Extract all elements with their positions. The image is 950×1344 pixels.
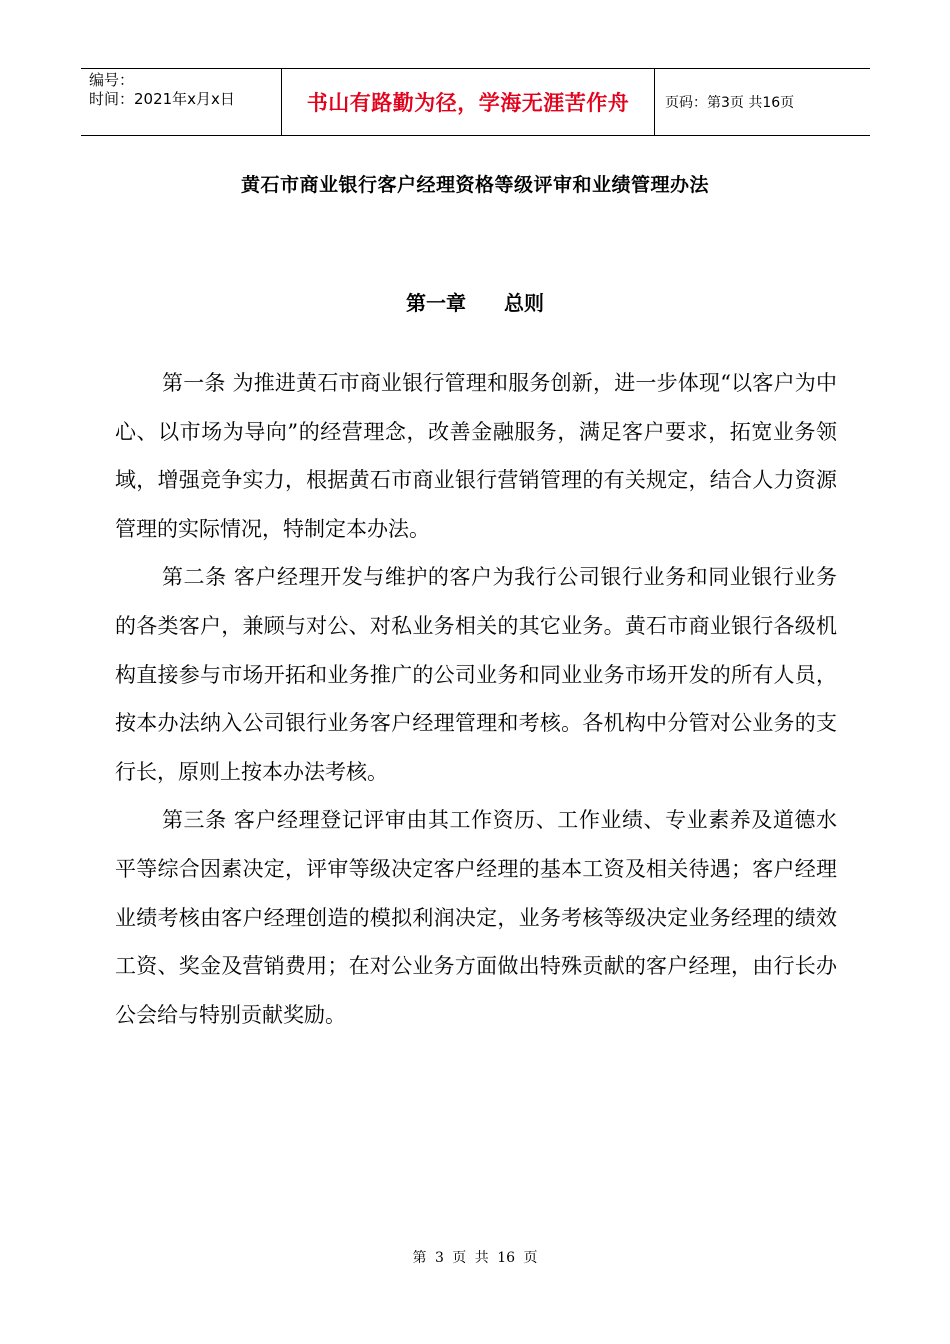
header-page-info: 页码：第3页 共16页 <box>665 95 795 111</box>
chapter-heading <box>0 287 950 316</box>
document-number-label: 编号： <box>89 71 135 89</box>
header-meta-cell <box>81 69 281 135</box>
chapter-name: 总则 <box>504 291 544 315</box>
page-footer: 第 3 页 共 16 页 <box>412 1250 538 1266</box>
article-paragraph-3: 第三条 客户经理登记评审由其工作资历、工作业绩、专业素养及道德水平等综合因素决定，评审等级决定客户经理的基本工资及相关待遇；客户经理业绩考核由客户经理创造的模拟利润决定，业务考核等级决定业务经理的绩效工资、奖金及营销费用；在对公业务方面做出特殊贡献的客户经理，由行长办公会给与特别贡献奖励。 <box>115 808 837 1027</box>
document-body <box>115 359 837 1039</box>
document-title: 黄石市商业银行客户经理资格等级评审和业绩管理办法 <box>240 174 709 196</box>
article-paragraph-2: 第二条 客户经理开发与维护的客户为我行公司银行业务和同业银行业务的各类客户，兼顾与对公、对私业务相关的其它业务。黄石市商业银行各级机构直接参与市场开拓和业务推广的公司业务和同业业务市场开发的所有人员，按本办法纳入公司银行业务客户经理管理和考核。各机构中分管对公业务的支行长，原则上按本办法考核。 <box>115 565 837 784</box>
document-time-label: 时间：2021年x月x日 <box>89 90 235 108</box>
article-paragraph-1: 第一条 为推进黄石市商业银行管理和服务创新，进一步体现“以客户为中心、以市场为导向”的经营理念，改善金融服务，满足客户要求，拓宽业务领域，增强竞争实力，根据黄石市商业银行营销管理的有关规定，结合人力资源管理的实际情况，特制定本办法。 <box>115 371 837 541</box>
document-header <box>81 68 870 136</box>
header-motto: 书山有路勤为径，学海无涯苦作舟 <box>281 69 655 135</box>
chapter-number: 第一章 <box>406 291 466 315</box>
